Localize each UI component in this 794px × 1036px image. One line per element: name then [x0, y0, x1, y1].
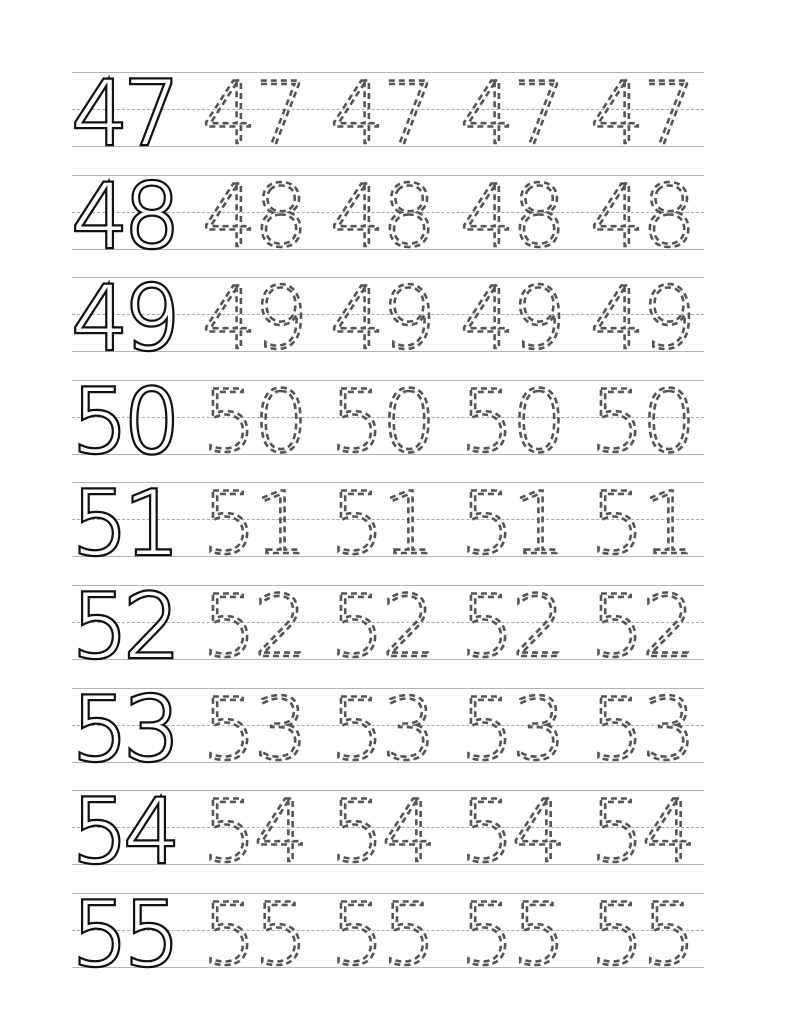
trace-number[interactable] — [328, 782, 434, 883]
trace-number-text: 48 — [590, 166, 694, 267]
trace-number[interactable] — [588, 884, 694, 985]
trace-number-text: 47 — [590, 64, 694, 164]
trace-number[interactable] — [200, 577, 306, 677]
trace-number[interactable] — [588, 782, 694, 883]
tracing-row — [72, 575, 704, 678]
trace-number[interactable] — [200, 474, 306, 575]
tracing-row — [72, 780, 704, 884]
trace-number[interactable] — [588, 269, 694, 370]
model-number — [72, 369, 176, 473]
trace-number-text: 49 — [330, 269, 434, 370]
model-number — [72, 882, 176, 986]
model-number-text: 52 — [72, 575, 176, 678]
trace-number[interactable] — [328, 884, 434, 985]
trace-number-text: 48 — [330, 166, 434, 267]
trace-number[interactable] — [328, 474, 434, 575]
trace-number[interactable] — [200, 166, 306, 267]
trace-number[interactable] — [328, 269, 434, 370]
trace-number-text: 50 — [202, 371, 306, 472]
trace-number-text: 53 — [590, 679, 694, 780]
model-number — [72, 472, 176, 576]
trace-number-text: 51 — [330, 474, 434, 575]
model-number-text: 47 — [72, 62, 176, 165]
model-number-text: 48 — [72, 164, 176, 268]
tracing-row — [72, 62, 704, 165]
trace-number[interactable] — [458, 269, 564, 370]
trace-number[interactable] — [588, 474, 694, 575]
trace-number[interactable] — [328, 371, 434, 472]
trace-number-text: 48 — [202, 166, 306, 267]
trace-number-text: 55 — [330, 884, 434, 985]
trace-number-text: 54 — [202, 782, 306, 883]
trace-number[interactable] — [200, 269, 306, 370]
trace-number[interactable] — [458, 64, 564, 164]
model-number-text: 54 — [72, 780, 176, 884]
trace-number[interactable] — [458, 884, 564, 985]
trace-number-text: 50 — [460, 371, 564, 472]
tracing-row — [72, 677, 704, 781]
trace-number-text: 54 — [330, 782, 434, 883]
trace-number-text: 47 — [460, 64, 564, 164]
trace-number-text: 49 — [202, 269, 306, 370]
model-number — [72, 164, 176, 268]
trace-number-text: 55 — [590, 884, 694, 985]
trace-number[interactable] — [328, 64, 434, 164]
model-number-text: 53 — [72, 677, 176, 781]
model-number-text: 49 — [72, 267, 176, 371]
trace-number[interactable] — [588, 679, 694, 780]
trace-number-text: 47 — [202, 64, 306, 164]
trace-number[interactable] — [588, 166, 694, 267]
trace-number[interactable] — [328, 679, 434, 780]
trace-number-text: 53 — [460, 679, 564, 780]
trace-number[interactable] — [200, 679, 306, 780]
model-number-text: 51 — [72, 472, 176, 576]
trace-number[interactable] — [200, 64, 306, 164]
model-number-text: 50 — [72, 369, 176, 473]
trace-number-text: 50 — [590, 371, 694, 472]
tracing-row — [72, 472, 704, 576]
trace-number[interactable] — [588, 64, 694, 164]
trace-number[interactable] — [458, 474, 564, 575]
model-number — [72, 62, 176, 165]
trace-number-text: 55 — [460, 884, 564, 985]
trace-number-text: 47 — [330, 64, 434, 164]
trace-number-text: 51 — [202, 474, 306, 575]
model-number — [72, 267, 176, 371]
trace-number-text: 52 — [330, 577, 434, 677]
trace-number[interactable] — [458, 371, 564, 472]
tracing-row — [72, 369, 704, 473]
tracing-row — [72, 267, 704, 371]
trace-number-text: 51 — [590, 474, 694, 575]
trace-number-text: 53 — [202, 679, 306, 780]
trace-number[interactable] — [588, 371, 694, 472]
trace-number-text: 55 — [202, 884, 306, 985]
trace-number[interactable] — [458, 577, 564, 677]
trace-number-text: 52 — [202, 577, 306, 677]
trace-number-text: 52 — [460, 577, 564, 677]
trace-number[interactable] — [458, 782, 564, 883]
trace-number-text: 48 — [460, 166, 564, 267]
trace-number-text: 52 — [590, 577, 694, 677]
trace-number[interactable] — [200, 371, 306, 472]
trace-number[interactable] — [200, 782, 306, 883]
trace-number[interactable] — [588, 577, 694, 677]
tracing-row — [72, 882, 704, 986]
trace-number[interactable] — [458, 679, 564, 780]
trace-number-text: 54 — [590, 782, 694, 883]
trace-number[interactable] — [458, 166, 564, 267]
model-number — [72, 780, 176, 884]
model-number-text: 55 — [72, 882, 176, 986]
trace-number-text: 49 — [590, 269, 694, 370]
trace-number-text: 49 — [460, 269, 564, 370]
trace-number-text: 54 — [460, 782, 564, 883]
model-number — [72, 677, 176, 781]
trace-number-text: 50 — [330, 371, 434, 472]
trace-number[interactable] — [200, 884, 306, 985]
trace-number[interactable] — [328, 166, 434, 267]
trace-number-text: 53 — [330, 679, 434, 780]
trace-number[interactable] — [328, 577, 434, 677]
model-number — [72, 575, 176, 678]
tracing-row — [72, 164, 704, 268]
trace-number-text: 51 — [460, 474, 564, 575]
